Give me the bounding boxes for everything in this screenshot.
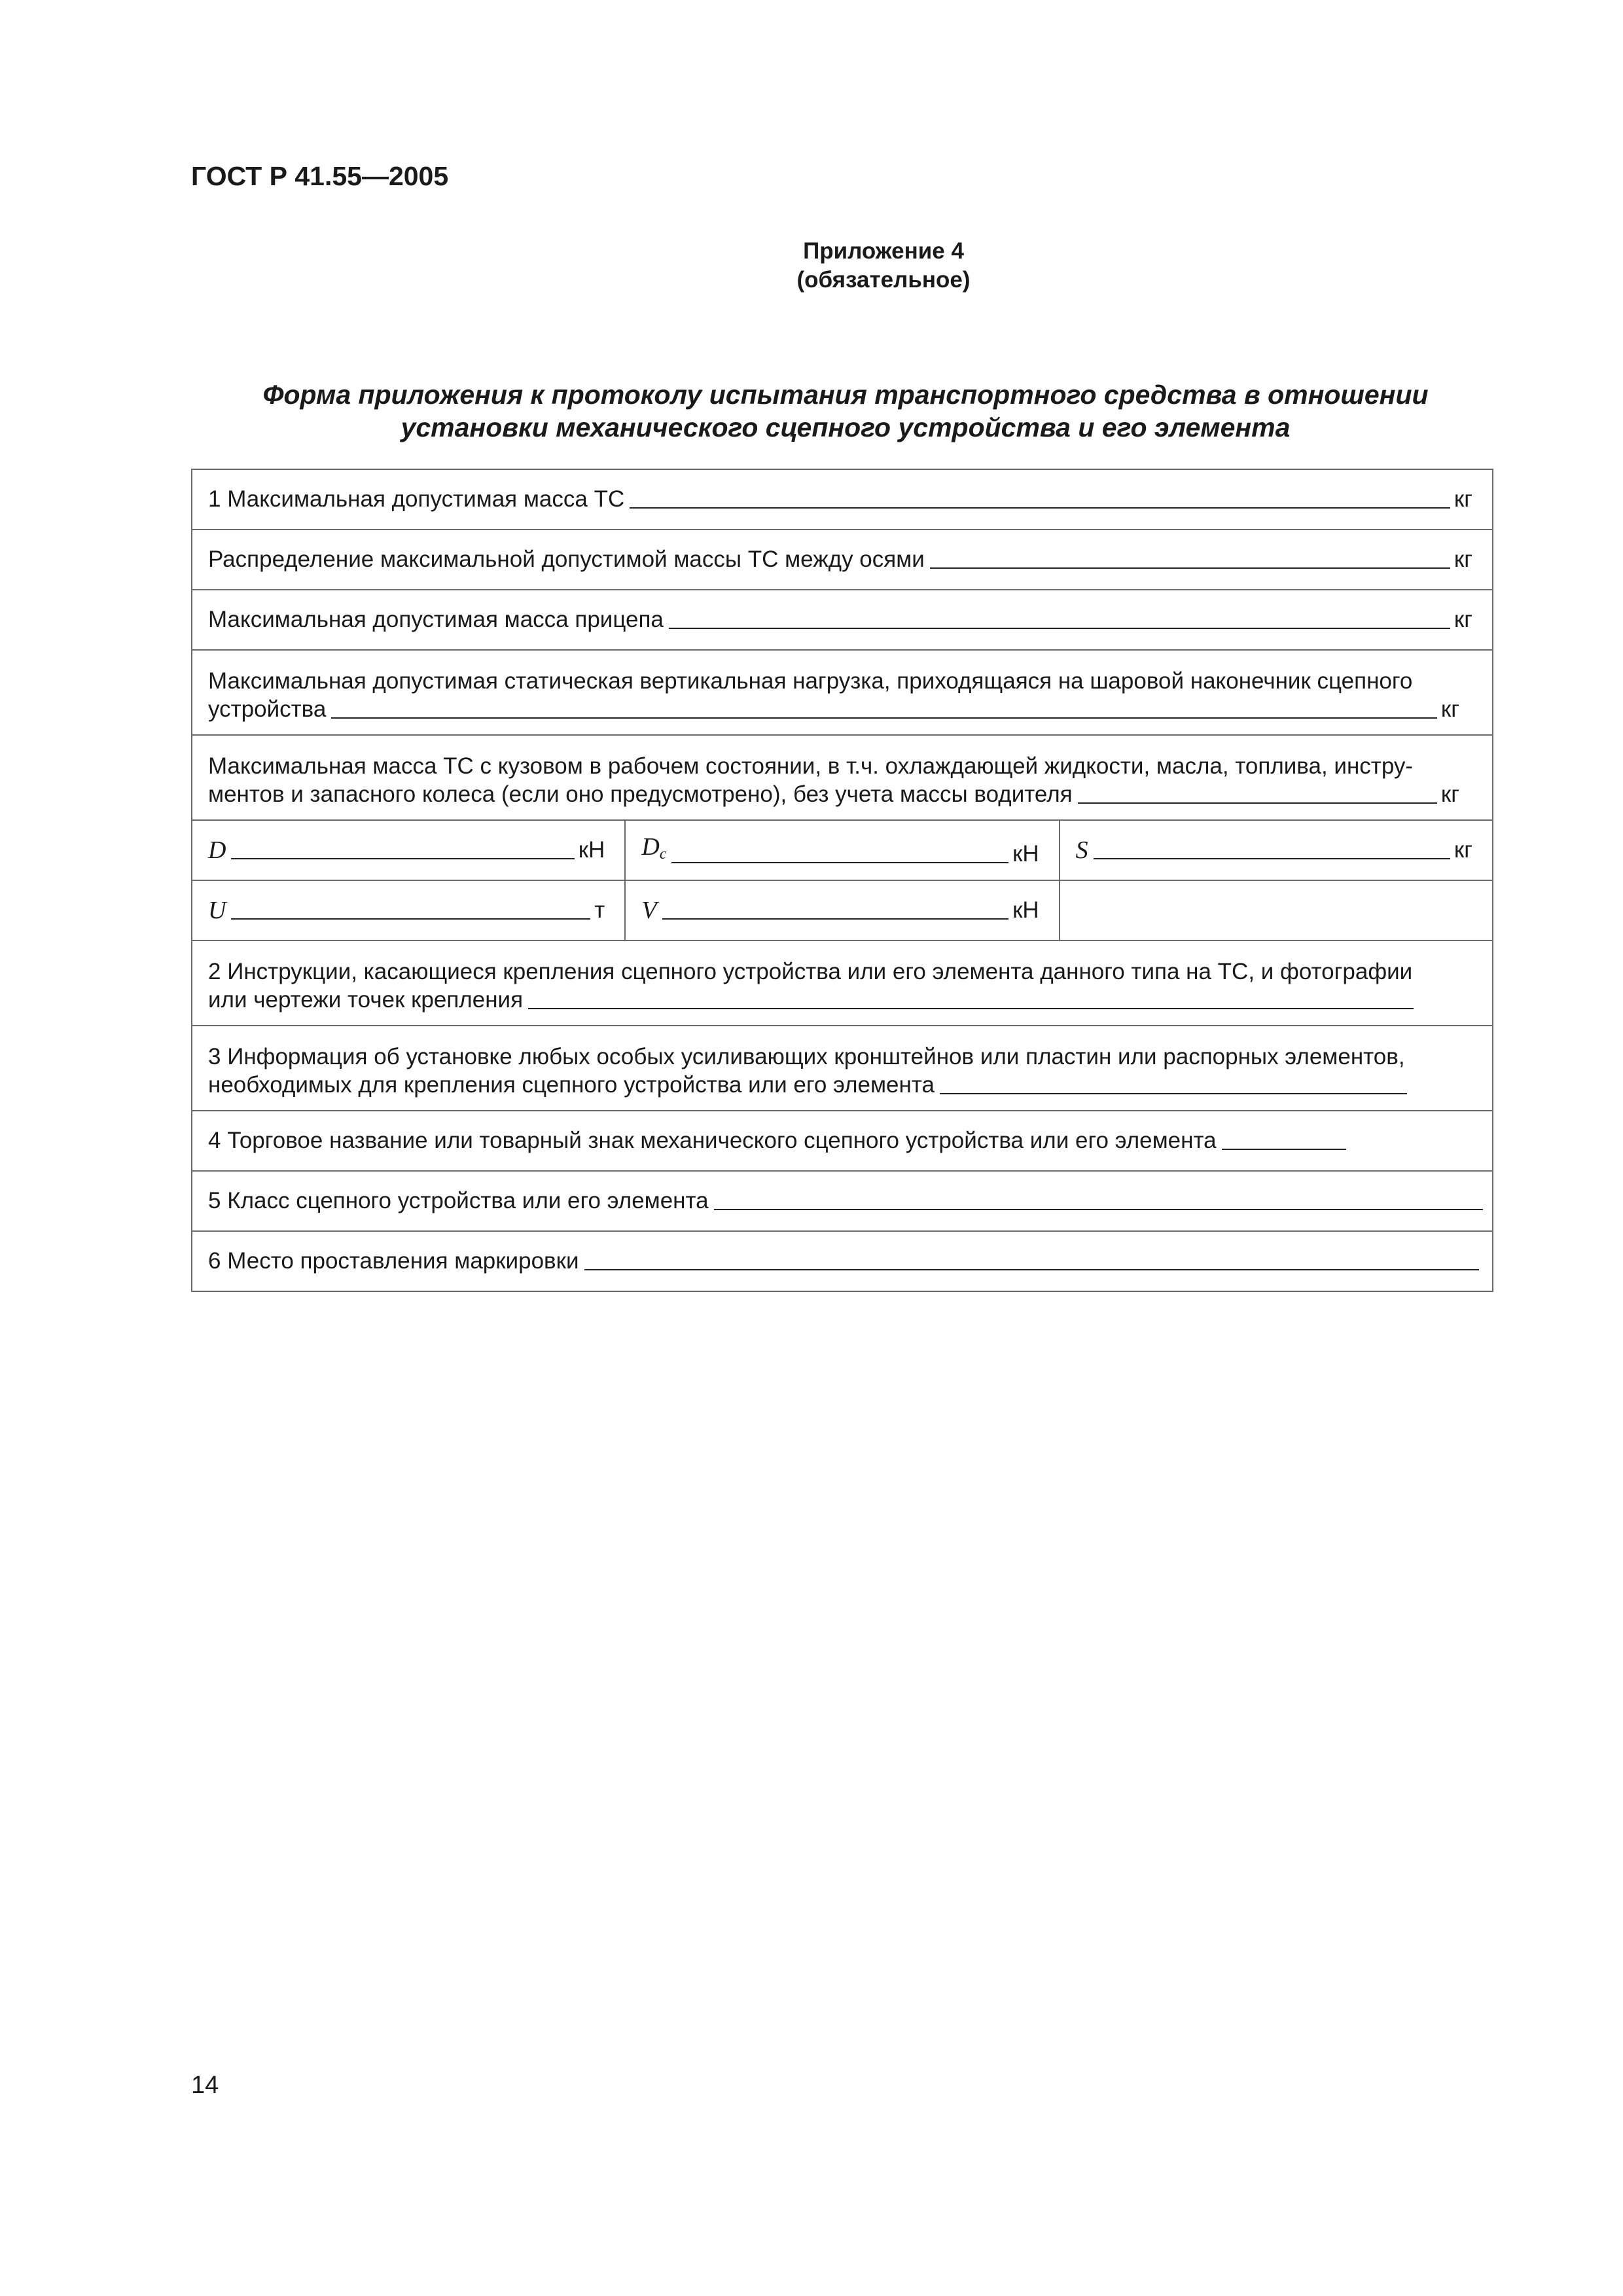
instructions-label-2: или чертежи точек крепления <box>208 987 524 1013</box>
v-symbol: V <box>641 897 657 924</box>
v-unit: кН <box>1012 897 1039 923</box>
coupling-class-field[interactable] <box>714 1209 1483 1210</box>
row-instructions <box>192 941 1493 1026</box>
row-coupling-class <box>192 1171 1493 1231</box>
vertical-load-label-2: устройства <box>208 696 327 722</box>
dc-symbol: $D_c$ <box>641 833 667 863</box>
trailer-mass-unit: кг <box>1454 607 1472 632</box>
reinforcement-label-1: 3 Информация об установке любых особых усиливающих кронштейнов или пластин или распорных элементов, <box>208 1044 1405 1069</box>
u-symbol: U <box>208 897 226 924</box>
d-unit: кН <box>578 837 605 863</box>
u-unit: т <box>594 897 605 923</box>
row-body-mass <box>192 735 1493 820</box>
body-mass-unit: кг <box>1440 781 1459 807</box>
marking-place-label: 6 Место проставления маркировки <box>208 1248 579 1274</box>
axle-distribution-unit: кг <box>1454 547 1472 572</box>
marking-place-field[interactable] <box>584 1269 1480 1270</box>
appendix-label: Приложение 4 <box>803 238 964 264</box>
dc-unit: кН <box>1012 840 1039 867</box>
d-value-field[interactable] <box>231 858 574 859</box>
row-axle-distribution <box>192 529 1493 590</box>
body-mass-label-2: ментов и запасного колеса (если оно предусмотрено), без учета массы водителя <box>208 781 1073 807</box>
standard-header: ГОСТ Р 41.55—2005 <box>191 161 449 191</box>
appendix-heading <box>72 237 1623 295</box>
row-trailer-mass <box>192 590 1493 650</box>
appendix-status: (обязательное) <box>796 267 971 293</box>
coupling-class-label: 5 Класс сцепного устройства или его элемента <box>208 1188 709 1213</box>
max-mass-unit: кг <box>1454 486 1472 512</box>
body-mass-field[interactable] <box>1078 802 1437 804</box>
trailer-mass-label: Максимальная допустимая масса прицепа <box>208 607 664 632</box>
vertical-load-unit: кг <box>1440 696 1459 722</box>
form-title-line-2: установки механического сцепного устройства и его элемента <box>401 412 1291 442</box>
dc-value-field[interactable] <box>671 862 1008 863</box>
max-mass-field[interactable] <box>630 507 1450 509</box>
s-value-field[interactable] <box>1094 858 1450 859</box>
instructions-field[interactable] <box>528 1008 1414 1009</box>
row-d-dc-s <box>192 820 1493 880</box>
s-unit: кг <box>1454 837 1472 863</box>
vertical-load-label-1: Максимальная допустимая статическая вертикальная нагрузка, приходящаяся на шаровой наконечник сцепного <box>208 668 1413 694</box>
row-trade-name <box>192 1111 1493 1171</box>
vertical-load-field[interactable] <box>331 717 1437 719</box>
protocol-form-table <box>191 469 1493 1292</box>
axle-distribution-field[interactable] <box>930 567 1450 569</box>
body-mass-label-1: Максимальная масса ТС с кузовом в рабочем состоянии, в т.ч. охлаждающей жидкости, масла, топлива, инстру- <box>208 753 1414 779</box>
d-symbol: D <box>208 836 226 864</box>
trade-name-field[interactable] <box>1222 1149 1346 1150</box>
instructions-label-1: 2 Инструкции, касающиеся крепления сцепного устройства или его элемента данного типа на ТС, и фотографии <box>208 959 1413 984</box>
form-title-line-1: Форма приложения к протоколу испытания транспортного средства в отношении <box>262 380 1429 410</box>
v-value-field[interactable] <box>662 918 1009 920</box>
u-value-field[interactable] <box>231 918 590 920</box>
row-u-v <box>192 880 1493 941</box>
trade-name-label: 4 Торговое название или товарный знак механического сцепного устройства или его элемента <box>208 1128 1217 1153</box>
s-symbol: S <box>1075 836 1088 864</box>
axle-distribution-label: Распределение максимальной допустимой массы ТС между осями <box>208 547 925 572</box>
trailer-mass-field[interactable] <box>669 628 1450 629</box>
dc-subscript: c <box>659 845 667 863</box>
empty-cell <box>1060 880 1493 941</box>
row-max-mass <box>192 469 1493 529</box>
row-marking-place <box>192 1231 1493 1291</box>
reinforcement-label-2: необходимых для крепления сцепного устройства или его элемента <box>208 1072 935 1098</box>
row-reinforcement-info <box>192 1026 1493 1111</box>
page-number: 14 <box>191 2072 219 2099</box>
form-title <box>191 378 1500 444</box>
max-mass-label: 1 Максимальная допустимая масса ТС <box>208 486 625 512</box>
reinforcement-field[interactable] <box>940 1093 1407 1094</box>
row-vertical-load <box>192 650 1493 735</box>
